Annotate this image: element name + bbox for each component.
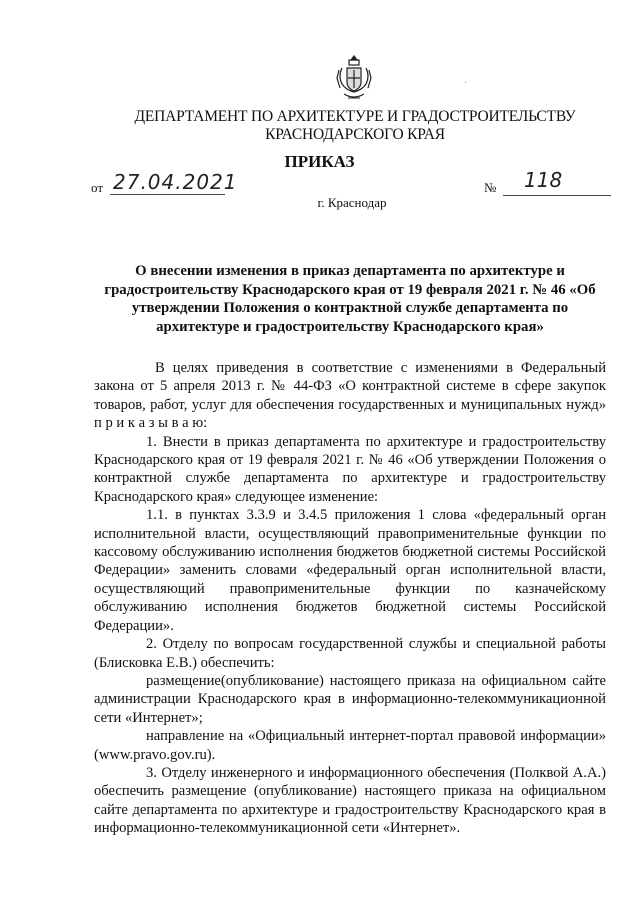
- paragraph-1: 1. Внести в приказ департамента по архитектуре и градостроительству Краснодарского края от 19 февраля 2021 г. № 46 «Об утверждении Положения о контрактной службе департамента по архитектуре и градостроительству Краснодарского края» следующее изменение:: [94, 433, 606, 505]
- coat-of-arms-emblem: [336, 54, 372, 104]
- paragraph-2-publication: размещение(опубликование) настоящего приказа на официальном сайте администрации Краснодарского края в информационно-телекоммуникационной сети «Интернет»;: [94, 672, 606, 726]
- order-title: О внесении изменения в приказ департамента по архитектуре и градостроительству Краснодарского края от 19 февраля 2021 г. № 46 «Об утверждении Положения о контрактной службе департамента по архитектуре и градостроительству Краснодарского края»: [104, 263, 596, 335]
- department-name-line2: КРАСНОДАРСКОГО КРАЯ: [265, 126, 445, 143]
- paragraph-2-portal: направление на «Официальный интернет-портал правовой информации» (www.pravo.gov.ru).: [94, 728, 606, 763]
- paragraph-preamble: В целях приведения в соответствие с изменениями в Федеральный закона от 5 апреля 2013 г. № 44-ФЗ «О контрактной системе в сфере закупок товаров, работ, услуг для обеспечения государственных и муниципальных нужд» п р и к а з ы в а ю:: [94, 360, 606, 432]
- handwritten-date: 27.04.2021: [113, 170, 238, 194]
- paragraph-1-1: 1.1. в пунктах 3.3.9 и 3.4.5 приложения 1 слова «федеральный орган исполнительной власти, осуществляющий правоприменительные функции по кассовому обслуживанию исполнения бюджетов бюджетной системы Российской Федерации» заменить словами «федеральный орган исполнительной власти, осуществляющий правоприменительные функции по казначейскому обслуживанию исполнения бюджетов бюджетной системы Российской Федерации».: [94, 507, 606, 634]
- date-prefix: от: [91, 180, 104, 195]
- scan-mark: ·: [464, 78, 468, 89]
- handwritten-number: 118: [524, 168, 563, 192]
- document-type: ПРИКАЗ: [284, 152, 355, 171]
- order-body: [94, 359, 606, 838]
- city: г. Краснодар: [317, 195, 387, 210]
- number-prefix: №: [484, 180, 497, 195]
- paragraph-2: 2. Отделу по вопросам государственной службы и специальной работы (Блисковка Е.В.) обеспечить:: [94, 636, 606, 671]
- paragraph-3: 3. Отделу инженерного и информационного обеспечения (Полквой А.А.) обеспечить размещение (опубликование) настоящего приказа на официальном сайте департамента по архитектуре и градостроительству Краснодарского края в информационно-телекоммуникационной сети «Интернет».: [94, 764, 606, 837]
- department-name-line1: ДЕПАРТАМЕНТ ПО АРХИТЕКТУРЕ И ГРАДОСТРОИТЕЛЬСТВУ: [134, 108, 576, 125]
